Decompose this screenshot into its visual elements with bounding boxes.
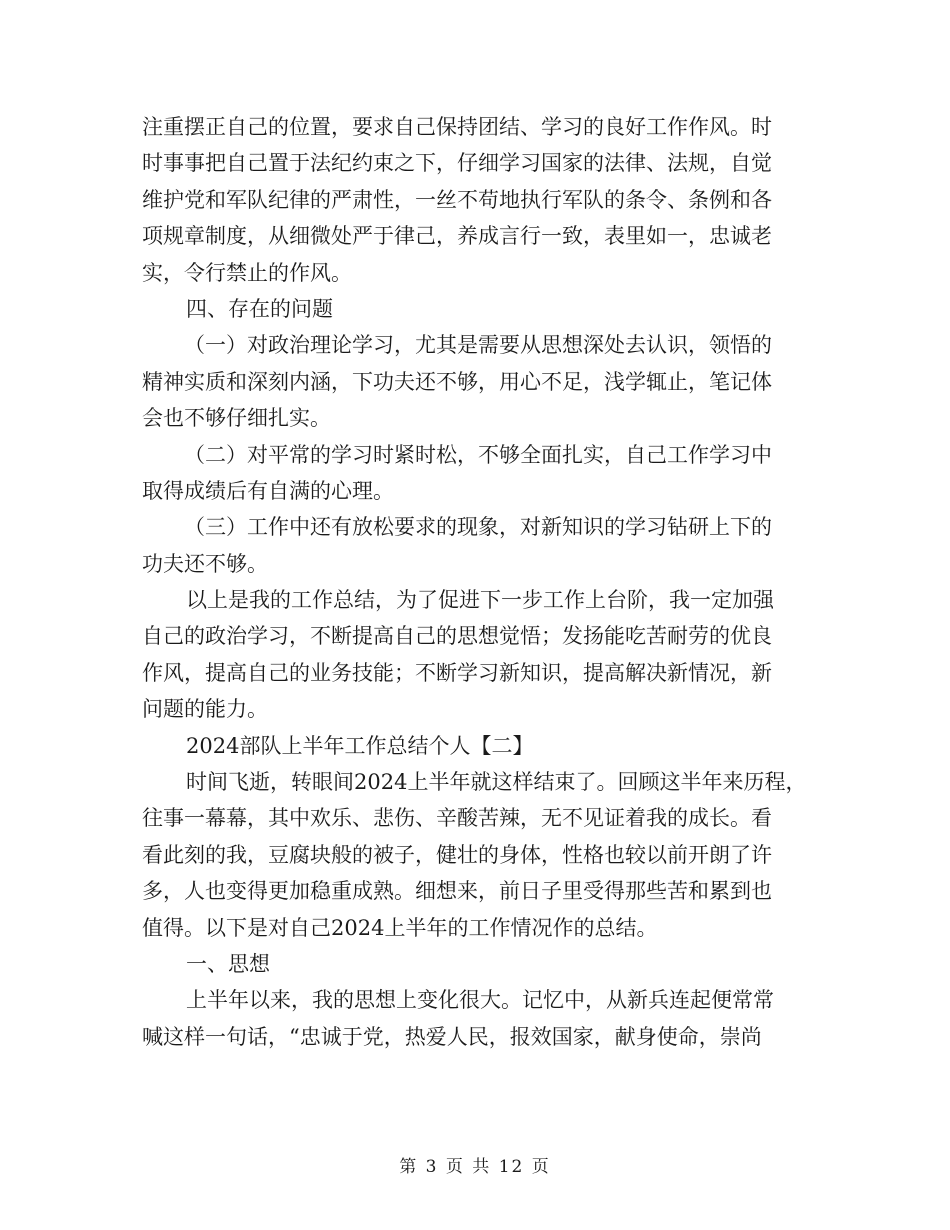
- body-line: 项规章制度，从细微处严于律己，养成言行一致，表里如一，忠诚老: [142, 224, 772, 249]
- body-line: （二）对平常的学习时紧时松，不够全面扎实，自己工作学习中: [184, 442, 772, 467]
- body-line: 以上是我的工作总结，为了促进下一步工作上台阶，我一定加强: [186, 588, 774, 613]
- body-line: 看此刻的我，豆腐块般的被子，健壮的身体，性格也较以前开朗了许: [142, 842, 772, 867]
- body-line: 多，人也变得更加稳重成熟。细想来，前日子里受得那些苦和累到也: [142, 879, 772, 904]
- body-line: 问题的能力。: [142, 697, 268, 722]
- section-heading: 2024部队上半年工作总结个人【二】: [186, 733, 534, 758]
- body-line: 取得成绩后有自满的心理。: [142, 478, 394, 503]
- page-footer: 第 3 页 共 12 页: [399, 1157, 551, 1177]
- body-line: 时事事把自己置于法纪约束之下，仔细学习国家的法律、法规，自觉: [142, 151, 772, 176]
- body-line: 往事一幕幕，其中欢乐、悲伤、辛酸苦辣，无不见证着我的成长。看: [142, 806, 772, 831]
- body-line: 作风，提高自己的业务技能；不断学习新知识，提高解决新情况，新: [142, 660, 772, 685]
- section-heading: 一、思想: [186, 951, 270, 976]
- document-body: [142, 109, 807, 1055]
- body-line: 维护党和军队纪律的严肃性，一丝不苟地执行军队的条令、条例和各: [142, 187, 772, 212]
- body-line: （一）对政治理论学习，尤其是需要从思想深处去认识，领悟的: [184, 333, 772, 358]
- body-line: 会也不够仔细扎实。: [142, 406, 331, 431]
- body-line: 自己的政治学习，不断提高自己的思想觉悟；发扬能吃苦耐劳的优良: [142, 624, 772, 649]
- body-line: 喊这样一句话，“忠诚于党，热爱人民，报效国家，献身使命，崇尚: [142, 1024, 762, 1049]
- body-line: 值得。以下是对自己2024上半年的工作情况作的总结。: [142, 915, 658, 940]
- body-line: 上半年以来，我的思想上变化很大。记忆中，从新兵连起便常常: [186, 988, 774, 1013]
- body-line: 精神实质和深刻内涵，下功夫还不够，用心不足，浅学辄止，笔记体: [142, 369, 772, 394]
- section-heading: 四、存在的问题: [186, 296, 333, 321]
- body-line: 时间飞逝，转眼间2024上半年就这样结束了。回顾这半年来历程，: [186, 770, 807, 795]
- body-line: （三）工作中还有放松要求的现象，对新知识的学习钻研上下的: [184, 515, 772, 540]
- body-line: 功夫还不够。: [142, 551, 268, 576]
- body-line: 实，令行禁止的作风。: [142, 260, 352, 285]
- body-line: 注重摆正自己的位置，要求自己保持团结、学习的良好工作作风。时: [142, 115, 772, 139]
